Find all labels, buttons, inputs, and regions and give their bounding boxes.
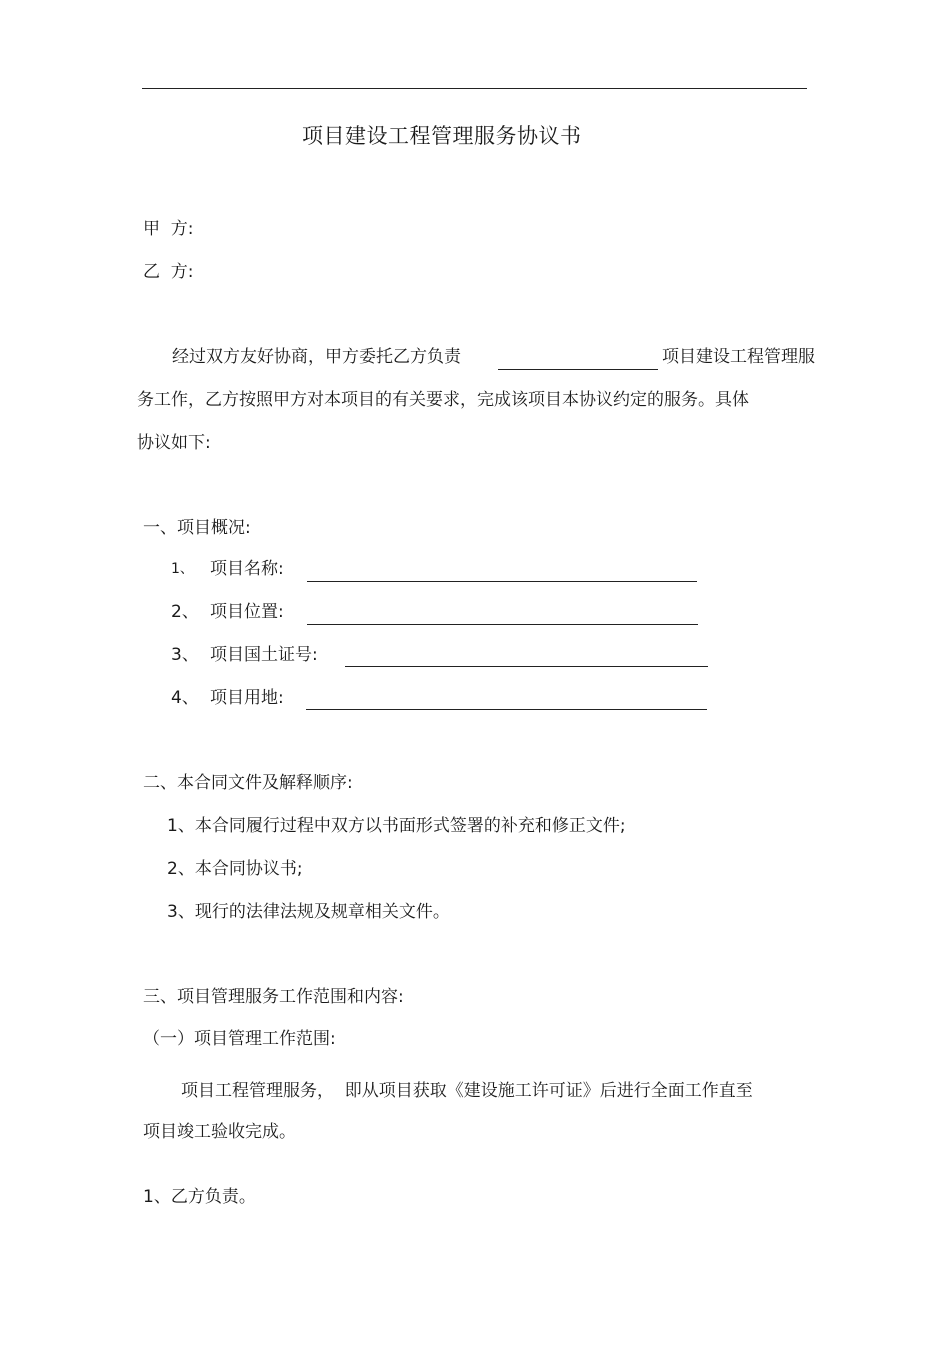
- land-certificate-number: 3、: [171, 645, 199, 665]
- intro-line-1-end: 项目建设工程管理服: [662, 347, 815, 367]
- document-title: 项目建设工程管理服务协议书: [302, 124, 582, 148]
- section-1-heading: 一、项目概况:: [143, 518, 251, 538]
- entrusted-project-blank: [498, 369, 658, 370]
- section-2-item-2: 2、本合同协议书;: [167, 859, 303, 879]
- project-location-label: 项目位置:: [210, 602, 284, 622]
- land-certificate-blank: [345, 666, 708, 667]
- section-3-heading: 三、项目管理服务工作范围和内容:: [143, 987, 404, 1007]
- party-a-label: 甲 方:: [143, 219, 194, 239]
- section-2-item-1: 1、本合同履行过程中双方以书面形式签署的补充和修正文件;: [167, 816, 626, 836]
- section-2-heading: 二、本合同文件及解释顺序:: [143, 773, 353, 793]
- land-use-number: 4、: [171, 688, 199, 708]
- intro-line-3: 协议如下:: [137, 433, 211, 453]
- intro-line-1-start: 经过双方友好协商，甲方委托乙方负责: [172, 347, 461, 367]
- land-use-label: 项目用地:: [210, 688, 284, 708]
- land-certificate-label: 项目国土证号:: [210, 645, 318, 665]
- section-2-item-3: 3、现行的法律法规及规章相关文件。: [167, 902, 450, 922]
- land-use-blank: [306, 709, 707, 710]
- party-b-label: 乙 方:: [143, 262, 194, 282]
- section-3-item-1: 1、乙方负责。: [143, 1187, 256, 1207]
- scope-paragraph-line-1: 项目工程管理服务， 即从项目获取《建设施工许可证》后进行全面工作直至: [181, 1081, 753, 1101]
- project-name-number: 1、: [171, 561, 194, 577]
- project-location-number: 2、: [171, 602, 199, 622]
- project-location-blank: [307, 624, 698, 625]
- project-name-blank: [307, 581, 697, 582]
- scope-paragraph-line-2: 项目竣工验收完成。: [143, 1122, 296, 1142]
- intro-line-2: 务工作，乙方按照甲方对本项目的有关要求，完成该项目本协议约定的服务。具体: [137, 390, 749, 410]
- project-name-label: 项目名称:: [210, 559, 284, 579]
- section-3-subheading: （一）项目管理工作范围:: [143, 1029, 336, 1049]
- header-rule: [142, 88, 807, 89]
